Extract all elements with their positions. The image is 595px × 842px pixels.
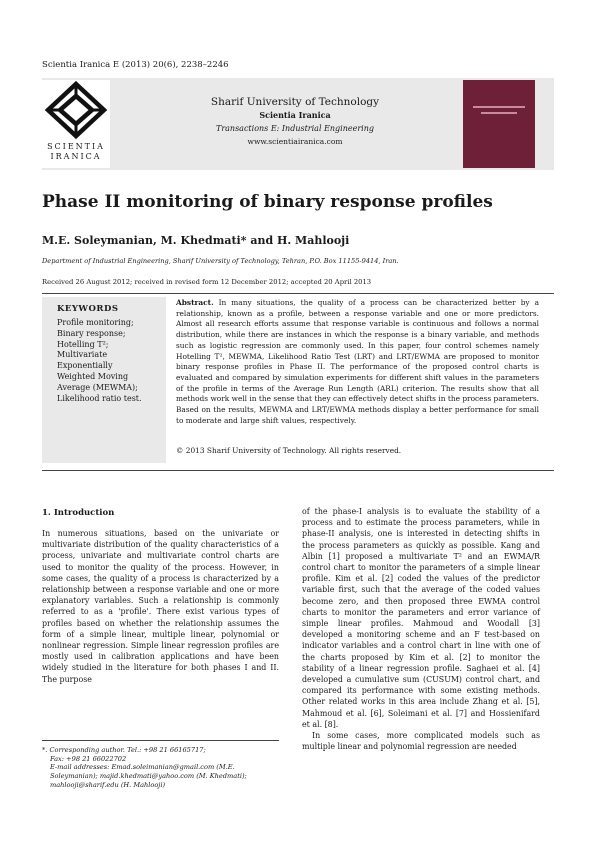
footnote (42, 746, 282, 790)
cover-decoration (481, 112, 517, 114)
keyword-item: Weighted Moving (57, 371, 129, 381)
cover-decoration (473, 106, 525, 108)
keyword-item: Hotelling T²; (57, 339, 109, 349)
author-affiliation: Department of Industrial Engineering, Sharif University of Technology, Tehran, P.O. Box 11155-9414, Iran. (42, 257, 399, 265)
running-head: Scientia Iranica E (2013) 20(6), 2238–2246 (42, 60, 229, 70)
footnote-line: *. Corresponding author. Tel.: +98 21 66165717; (42, 746, 206, 754)
journal-transactions: Transactions E: Industrial Engineering (215, 124, 374, 133)
paper-authors: M.E. Soleymanian, M. Khedmati* and H. Mahlooji (42, 234, 350, 247)
abstract (176, 298, 539, 426)
keyword-item: Likelihood ratio test. (57, 393, 142, 403)
keyword-item: Multivariate (57, 350, 108, 360)
keywords-heading: KEYWORDS (57, 304, 119, 314)
journal-name: Scientia Iranica (259, 110, 331, 120)
keyword-item: Profile monitoring; (57, 318, 134, 327)
journal-url[interactable]: www.scientiairanica.com (247, 137, 343, 146)
logo-line-1: SCIENTIA (47, 142, 105, 151)
journal-cover-image (463, 80, 535, 168)
abstract-text: In many situations, the quality of a process can be characterized better by a relationship, known as a profile, between a response variable and one or more predictors. Almost all research efforts assume that response variable is continuous and follows a normal distribution, while there are instances in which the response is a binary variable, and methods such as logistic regression are commonly used. In this paper, four control schemes namely Hotelling T², MEWMA, Likelihood Ratio Test (LRT) and LRT/EWMA are proposed to monitor binary response profiles in Phase II. The performance of the proposed control charts is evaluated and compared by simulation experiments for different shift values in the parameters of the profile in terms of the Average Run Length (ARL) criterion. The results show that all methods work well in the sense that they can effectively detect shifts in the process parameters. Based on the results, MEWMA and LRT/EWMA methods display a better performance for small to moderate and large shift values, respectively. (176, 298, 539, 425)
copyright-notice: © 2013 Sharif University of Technology. All rights reserved. (176, 446, 402, 455)
body-text-right (302, 506, 540, 752)
university-name: Sharif University of Technology (210, 96, 380, 108)
paper-title: Phase II monitoring of binary response profiles (42, 192, 493, 212)
keyword-item: Average (MEWMA); (57, 382, 138, 392)
body-text-left: In numerous situations, based on the univariate or multivariate distribution of the quality characteristics of a process, univariate and multivariate control charts are used to monitor the quality of the process. However, in some cases, the quality of a process is characterized by a relationship between a response variable and one or more explanatory variables. Such a relationship is commonly referred to as a 'profile'. There exist various types of profiles based on whether the relationship assumes the form of a simple linear, multiple linear, polynomial or nonlinear regression. Simple linear regression profiles are mostly used in calibration applications and have been widely studied in the literature for both phases I and II. The purpose (42, 529, 279, 684)
footnote-line: E-mail addresses: Emad.soleimanian@gmail.com (M.E. Soleymanian); majid.khedmati@yahoo.com (M. Khedmati); mahlooji@sharif.edu (H. Mahlooji) (50, 763, 247, 789)
journal-info (150, 96, 440, 148)
body-paragraph: of the phase-I analysis is to evaluate the stability of a process and to estimate the process parameters, while in phase-II analysis, one is interested in detecting shifts in the process parameters as quickly as possible. Kang and Albin [1] proposed a multivariate T² and an EWMA/R control chart to monitor the parameters of a simple linear profile. Kim et al. [2] coded the values of the predictor variable first, such that the average of the coded values become zero, and then proposed three EWMA control charts to monitor the parameters and error variance of simple linear profiles. Mahmoud and Woodall [3] developed a monitoring scheme and an F test-based on indicator variables and a control chart in line with one of the charts proposed by Kim et al. [2] to monitor the stability of a linear regression profile. Saghaei et al. [4] developed a cumulative sum (CUSUM) control chart, and compared its performance with some existing methods. Other related works in this area include Zhang et al. [5], Mahmoud et al. [6], Soleimani et al. [7] and Hossienifard et al. [8]. (302, 507, 540, 729)
section-heading: 1. Introduction (42, 508, 115, 518)
body-paragraph: In some cases, more complicated models such as multiple linear and polynomial regression are needed (302, 731, 540, 752)
footnote-line: Fax: +98 21 66022702 (50, 754, 127, 763)
divider (42, 293, 554, 294)
divider (42, 470, 554, 471)
logo-wordmark (42, 142, 110, 162)
abstract-label: Abstract. (176, 298, 214, 307)
keywords-list (57, 318, 169, 404)
logo-emblem-icon (42, 80, 110, 140)
footnote-rule (42, 740, 279, 741)
keyword-item: Binary response; (57, 328, 126, 338)
logo-line-2: IRANICA (50, 152, 102, 161)
publication-dates: Received 26 August 2012; received in revised form 12 December 2012; accepted 20 April 2013 (42, 278, 372, 286)
keyword-item: Exponentially (57, 361, 113, 371)
